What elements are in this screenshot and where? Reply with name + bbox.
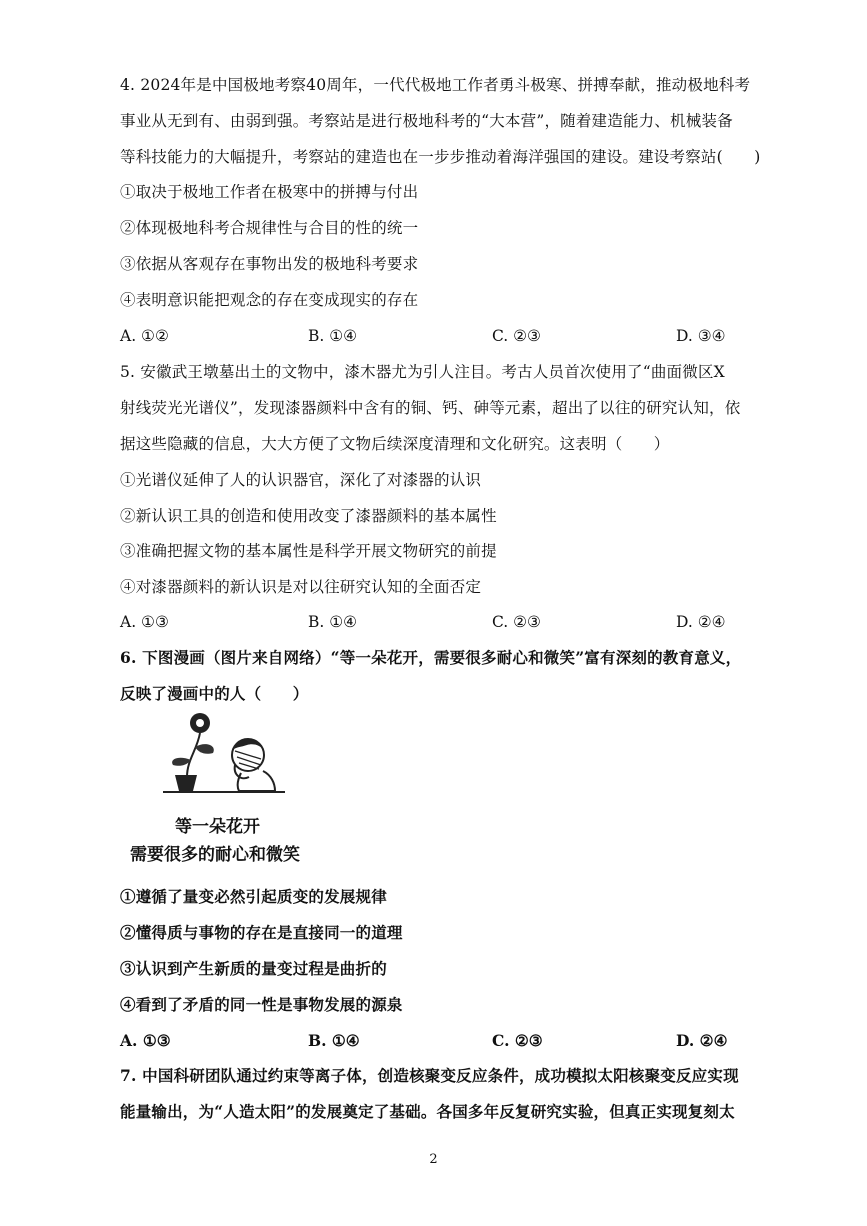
question-5-item-4: ④对漆器颜料的新认识是对以往研究认知的全面否定 <box>120 578 482 596</box>
option-d: D. ②④ <box>676 1031 728 1050</box>
question-6-item-3: ③认识到产生新质的量变过程是曲折的 <box>120 959 387 978</box>
question-5-stem-line-1: 5. 安徽武王墩墓出土的文物中，漆木器尤为引人注目。考古人员首次使用了“曲面微区X <box>120 363 725 381</box>
comic-caption-line-1: 等一朵花开 <box>175 817 260 837</box>
comic-caption-line-2: 需要很多的耐心和微笑 <box>130 845 300 865</box>
question-5-stem-line-3: 据这些隐藏的信息，大大方便了文物后续深度清理和文化研究。这表明（ ） <box>120 435 670 453</box>
option-a: A. ①③ <box>120 613 169 631</box>
question-6-options <box>120 1031 760 1051</box>
option-a: A. ①③ <box>120 1031 171 1050</box>
question-4-stem-line-2: 事业从无到有、由弱到强。考察站是进行极地科考的“大本营”，随着建造能力、机械装备 <box>120 112 733 130</box>
page-number: 2 <box>429 1152 438 1167</box>
option-c: C. ②③ <box>492 327 541 345</box>
question-5-item-2: ②新认识工具的创造和使用改变了漆器颜料的基本属性 <box>120 507 497 525</box>
comic-illustration <box>125 705 315 870</box>
question-4-stem-line-1: 4. 2024年是中国极地考察40周年，一代代极地工作者勇斗极寒、拼搏奉献，推动极地科考 <box>120 76 751 94</box>
option-c: C. ②③ <box>492 1031 543 1050</box>
question-4-item-1: ①取决于极地工作者在极寒中的拼搏与付出 <box>120 183 419 201</box>
leaf-right <box>195 744 214 754</box>
option-b: B. ①④ <box>308 1031 360 1050</box>
question-4-stem-line-3: 等科技能力的大幅提升，考察站的建造也在一步步推动着海洋强国的建设。建设考察站( ) <box>120 148 761 166</box>
question-5-item-3: ③准确把握文物的基本属性是科学开展文物研究的前提 <box>120 542 497 560</box>
question-4-item-3: ③依据从客观存在事物出发的极地科考要求 <box>120 255 419 273</box>
question-6-item-1: ①遵循了量变必然引起质变的发展规律 <box>120 887 387 906</box>
question-6-item-2: ②懂得质与事物的存在是直接同一的道理 <box>120 923 403 942</box>
flower-pot <box>175 775 197 791</box>
question-4-item-2: ②体现极地科考合规律性与合目的性的统一 <box>120 219 419 237</box>
question-6-stem-line-2: 反映了漫画中的人（ ） <box>120 684 309 703</box>
question-6-stem-line-1: 6. 下图漫画（图片来自网络）“等一朵花开，需要很多耐心和微笑”富有深刻的教育意义， <box>120 648 742 667</box>
question-4-item-4: ④表明意识能把观念的存在变成现实的存在 <box>120 291 419 309</box>
question-6-item-4: ④看到了矛盾的同一性是事物发展的源泉 <box>120 995 403 1014</box>
question-7-stem-line-1: 7. 中国科研团队通过约束等离子体，创造核聚变反应条件，成功模拟太阳核聚变反应实现 <box>120 1066 739 1085</box>
question-7-stem-line-2: 能量输出，为“人造太阳”的发展奠定了基础。各国多年反复研究实验，但真正实现复刻太 <box>120 1102 735 1121</box>
question-5-stem-line-2: 射线荧光光谱仪”，发现漆器颜料中含有的铜、钙、砷等元素，超出了以往的研究认知，依 <box>120 399 741 417</box>
question-5-item-1: ①光谱仪延伸了人的认识器官，深化了对漆器的认识 <box>120 471 482 489</box>
flower-stem <box>187 733 200 777</box>
question-5-options <box>120 613 760 633</box>
option-c: C. ②③ <box>492 613 541 631</box>
option-a: A. ①② <box>120 327 169 345</box>
option-b: B. ①④ <box>308 327 358 345</box>
option-d: D. ②④ <box>676 613 726 631</box>
option-b: B. ①④ <box>308 613 358 631</box>
option-d: D. ③④ <box>676 327 726 345</box>
person-body <box>238 771 275 791</box>
question-4-options <box>120 327 760 347</box>
comic-drawing <box>125 705 315 870</box>
